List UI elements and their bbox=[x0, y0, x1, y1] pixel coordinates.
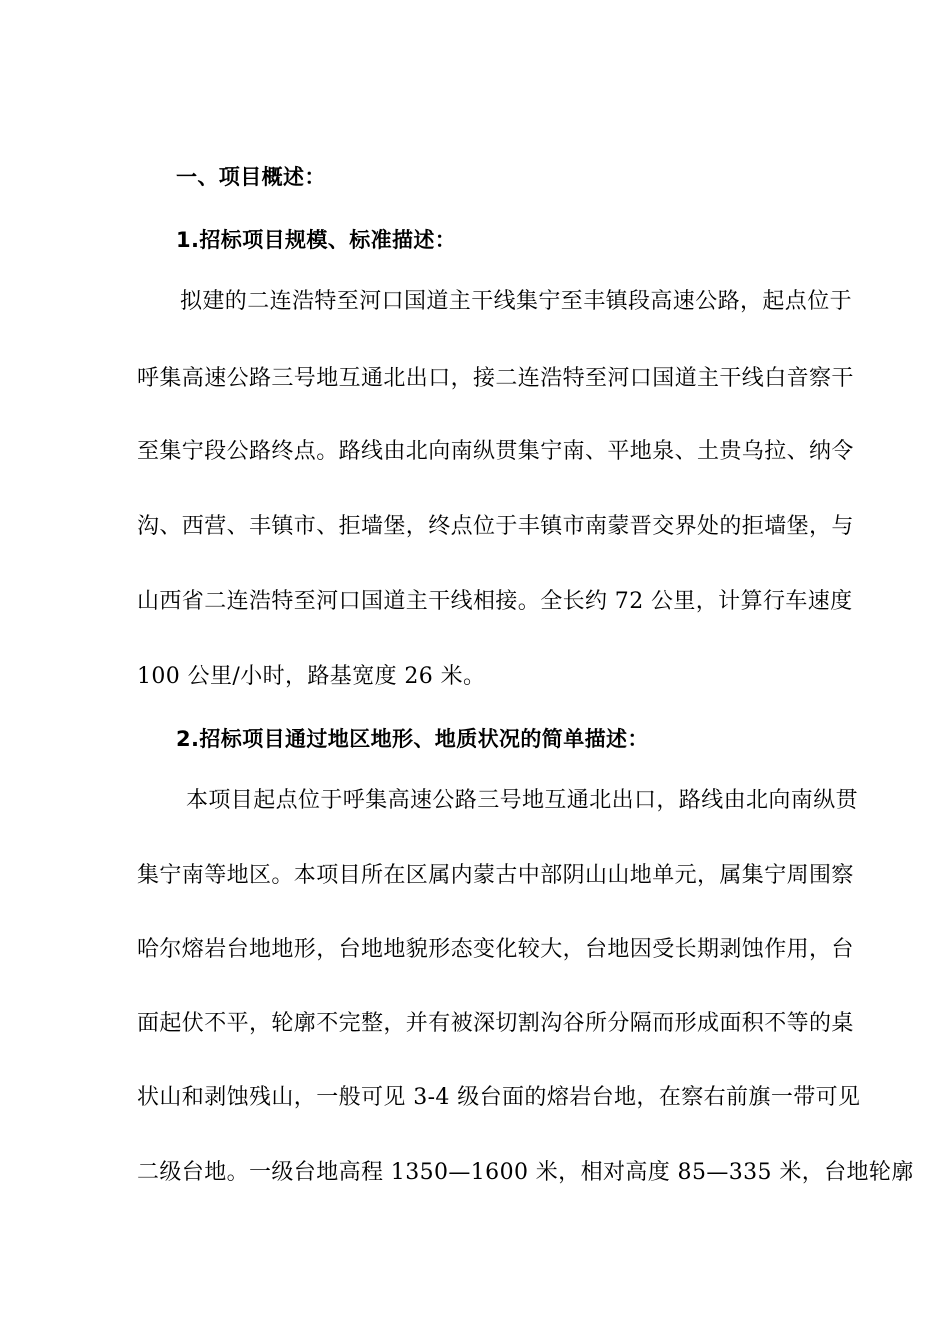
paragraph-line: 本项目起点位于呼集高速公路三号地互通北出口，路线由北向南纵贯 bbox=[186, 788, 859, 813]
paragraph-line: 面起伏不平，轮廓不完整，并有被深切割沟谷所分隔而形成面积不等的桌 bbox=[137, 1011, 854, 1036]
paragraph-line: 状山和剥蚀残山，一般可见 3-4 级台面的熔岩台地，在察右前旗一带可见 bbox=[137, 1085, 861, 1110]
paragraph-line: 呼集高速公路三号地互通北出口，接二连浩特至河口国道主干线白音察干 bbox=[137, 366, 854, 391]
paragraph-line: 哈尔熔岩台地地形，台地地貌形态变化较大，台地因受长期剥蚀作用，台 bbox=[137, 937, 854, 962]
subsection-1-heading: 1.招标项目规模、标准描述： bbox=[176, 228, 457, 252]
subsection-2-heading: 2.招标项目通过地区地形、地质状况的简单描述： bbox=[176, 727, 649, 751]
section-title: 一、项目概述： bbox=[176, 165, 326, 189]
paragraph-line: 沟、西营、丰镇市、拒墙堡，终点位于丰镇市南蒙晋交界处的拒墙堡，与 bbox=[137, 514, 854, 539]
paragraph-line: 集宁南等地区。本项目所在区属内蒙古中部阴山山地单元，属集宁周围察 bbox=[137, 863, 854, 888]
paragraph-line: 至集宁段公路终点。路线由北向南纵贯集宁南、平地泉、土贵乌拉、纳令 bbox=[137, 439, 854, 464]
paragraph-line: 100 公里/小时，路基宽度 26 米。 bbox=[137, 664, 486, 689]
paragraph-line: 拟建的二连浩特至河口国道主干线集宁至丰镇段高速公路，起点位于 bbox=[180, 289, 853, 314]
paragraph-line: 二级台地。一级台地高程 1350—1600 米，相对高度 85—335 米，台地轮廓 bbox=[137, 1160, 914, 1185]
paragraph-line: 山西省二连浩特至河口国道主干线相接。全长约 72 公里，计算行车速度 bbox=[137, 589, 853, 614]
